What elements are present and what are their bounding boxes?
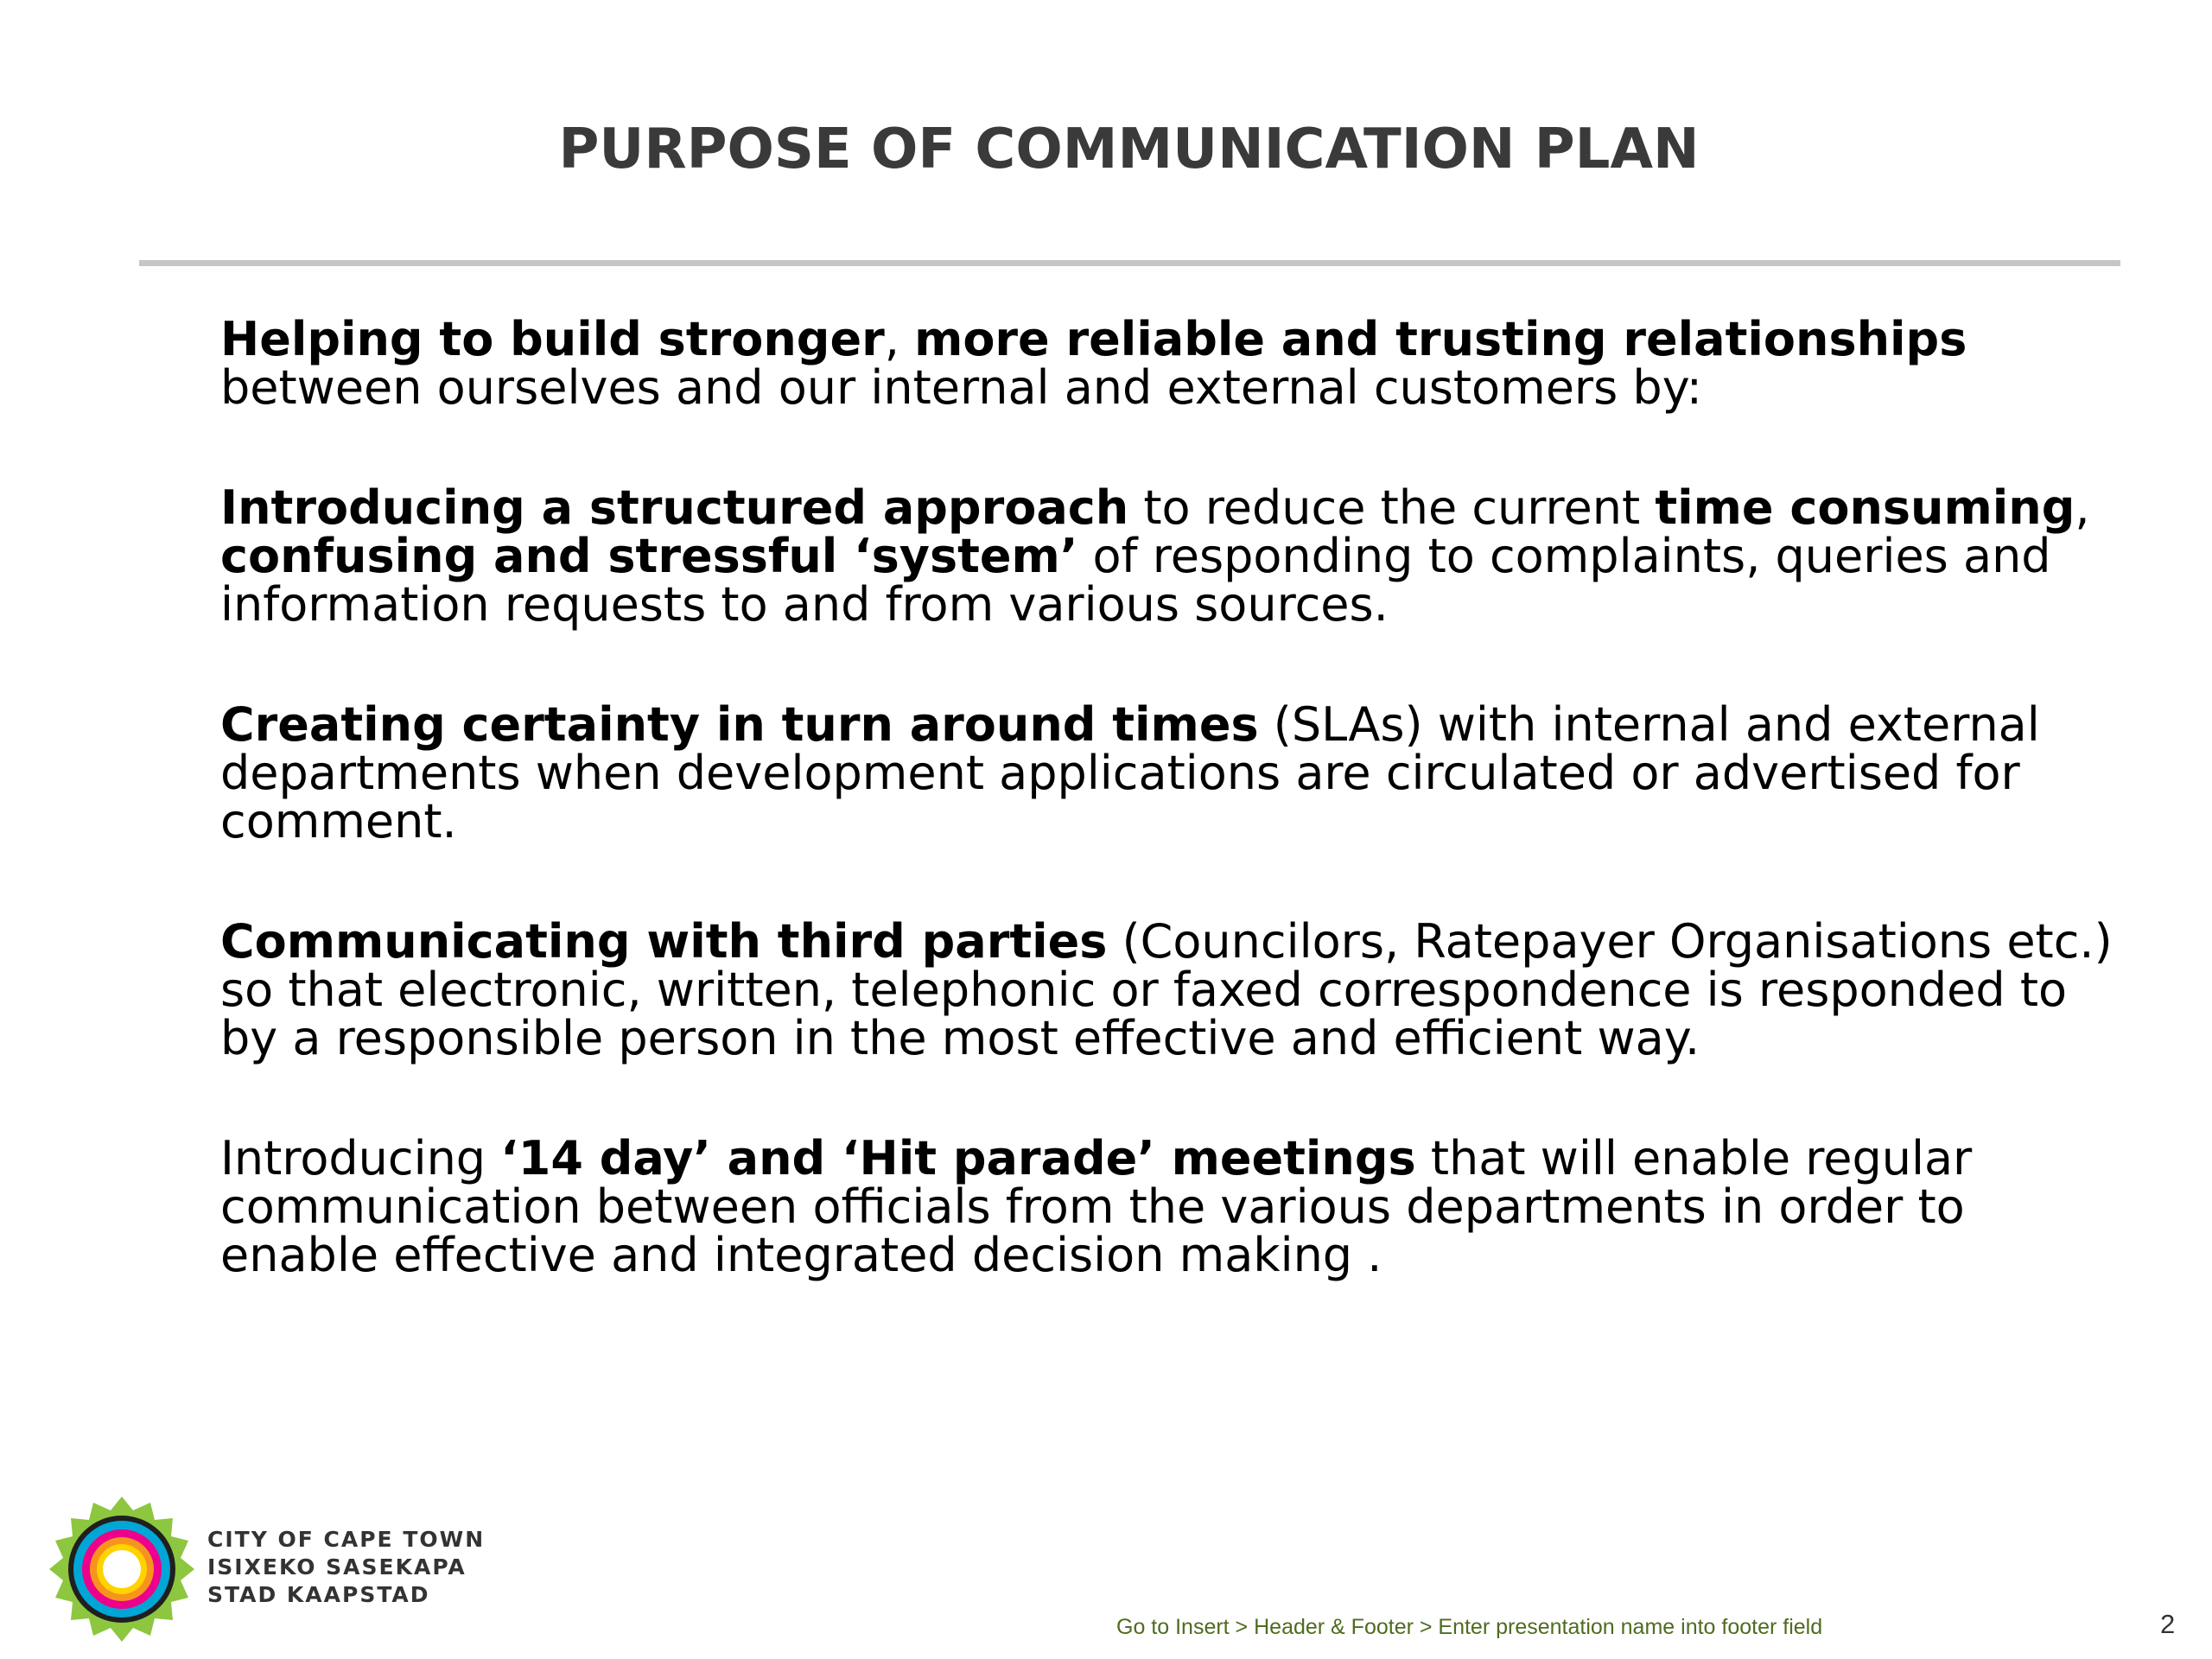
footer-note: Go to Insert > Header & Footer > Enter presentation name into footer field <box>1116 1615 1823 1639</box>
paragraph-text: , <box>884 312 915 366</box>
title-divider <box>139 260 2120 266</box>
paragraph-text: (Councilors, Ratepayer Organisations etc.) so that electronic, written, telephonic or faxed correspondence is responded to by a responsible person in the most effective and efficient way. <box>220 914 2113 1065</box>
paragraph-bold-text: Helping to build stronger <box>220 312 885 366</box>
city-of-cape-town-emblem-icon <box>48 1496 195 1643</box>
organisation-name-english: CITY OF CAPE TOWN <box>207 1527 486 1552</box>
slide-body <box>220 312 2121 1351</box>
organisation-name-afrikaans: STAD KAAPSTAD <box>207 1582 430 1607</box>
paragraph-text: between ourselves and our internal and external customers by: <box>220 360 1702 415</box>
paragraph-text: of responding to complaints, queries and information requests to and from various sources. <box>220 529 2051 632</box>
slide-title: PURPOSE OF COMMUNICATION PLAN <box>558 118 1700 181</box>
paragraph-meetings <box>220 1131 2121 1282</box>
paragraph-text: that will enable regular communication between officials from the various departments in order to enable effective and integrated decision making . <box>220 1131 1973 1282</box>
paragraph-bold-text: time consuming <box>1655 480 2075 535</box>
page-number: 2 <box>2160 1609 2176 1639</box>
paragraph-turnaround-times <box>220 697 2121 849</box>
paragraph-bold-text: Introducing a structured approach <box>220 480 1129 535</box>
paragraph-relationships <box>220 312 2121 415</box>
organisation-name-xhosa: ISIXEKO SASEKAPA <box>207 1554 467 1580</box>
paragraph-text: , <box>2075 480 2090 535</box>
emblem-center <box>103 1550 141 1588</box>
paragraph-bold-text: confusing and stressful ‘system’ <box>220 529 1078 583</box>
organisation-name <box>207 1526 485 1609</box>
paragraph-text: (SLAs) with internal and external departments when development applications are circulated or advertised for comment. <box>220 697 2040 849</box>
paragraph-bold-text: more reliable and trusting relationships <box>914 312 1967 366</box>
paragraph-text: Introducing <box>220 1131 501 1185</box>
paragraph-bold-text: Creating certainty in turn around times <box>220 697 1259 752</box>
paragraph-structured-approach <box>220 480 2121 632</box>
paragraph-bold-text: ‘14 day’ and ‘Hit parade’ meetings <box>500 1131 1416 1185</box>
paragraph-third-parties <box>220 914 2121 1065</box>
paragraph-bold-text: Communicating with third parties <box>220 914 1108 969</box>
paragraph-text: to reduce the current <box>1128 480 1656 535</box>
